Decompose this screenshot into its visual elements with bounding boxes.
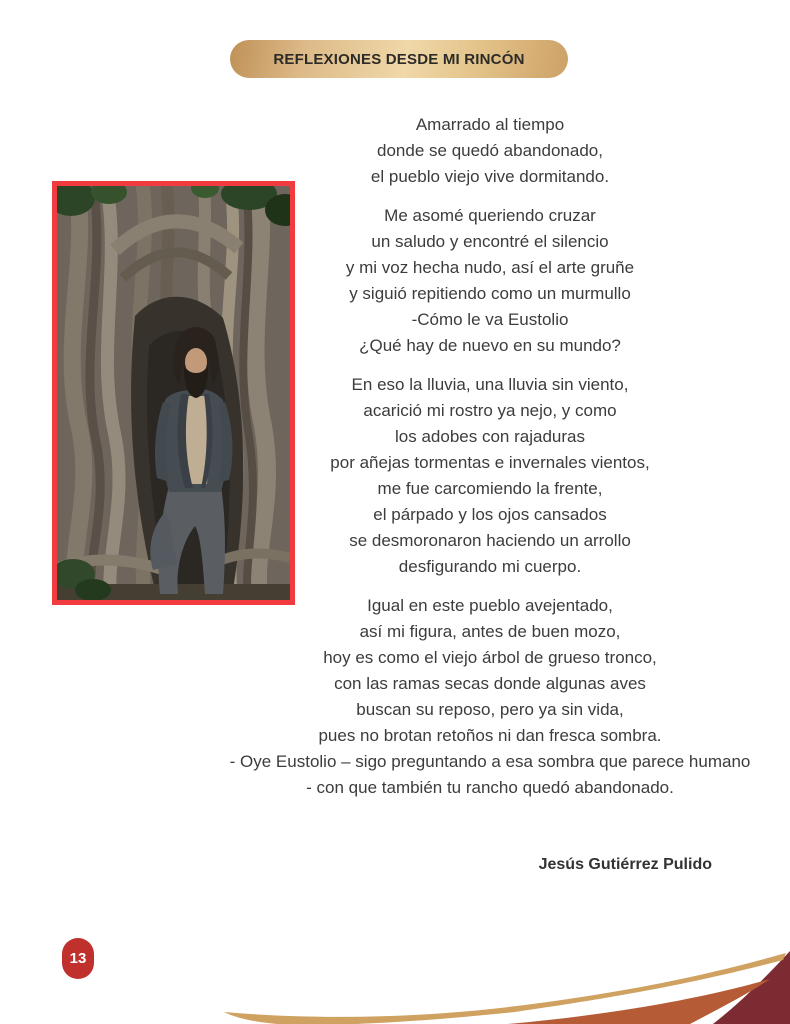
poem-line: me fue carcomiendo la frente, (377, 479, 603, 498)
poem-line: Igual en este pueblo avejentado, (367, 596, 613, 615)
footer-wave-decoration (0, 924, 790, 1024)
poem-stanza (210, 112, 770, 190)
poem-line: ¿Qué hay de nuevo en su mundo? (359, 336, 621, 355)
section-title-label: REFLEXIONES DESDE MI RINCÓN (273, 50, 525, 68)
poem-line: el párpado y los ojos cansados (373, 505, 607, 524)
section-title-badge (230, 40, 568, 78)
poem-line: buscan su reposo, pero ya sin vida, (356, 700, 624, 719)
poem (210, 112, 770, 814)
poem-stanza (210, 372, 770, 580)
poem-line: así mi figura, antes de buen mozo, (359, 622, 621, 641)
poem-line: un saludo y encontré el silencio (371, 232, 609, 251)
poem-line: y siguió repitiendo como un murmullo (349, 284, 631, 303)
poem-line: Me asomé queriendo cruzar (384, 206, 596, 225)
poem-line: y mi voz hecha nudo, así el arte gruñe (345, 258, 635, 277)
poem-stanza (210, 593, 770, 801)
poem-stanza (210, 203, 770, 359)
poem-line: desfigurando mi cuerpo. (398, 557, 582, 576)
poem-line: por añejas tormentas e invernales vientos, (330, 453, 650, 472)
poem-line: - con que también tu rancho quedó abandonado. (306, 778, 674, 797)
poem-line: En eso la lluvia, una lluvia sin viento, (351, 375, 629, 394)
poem-line: - Oye Eustolio – sigo preguntando a esa sombra que parece humano (229, 752, 751, 771)
poem-line: el pueblo viejo vive dormitando. (370, 167, 610, 186)
poem-line: Amarrado al tiempo (415, 115, 565, 134)
poem-line: acarició mi rostro ya nejo, y como (363, 401, 617, 420)
poem-line: pues no brotan retoños ni dan fresca sombra. (318, 726, 662, 745)
poem-line: con las ramas secas donde algunas aves (334, 674, 646, 693)
poem-line: donde se quedó abandonado, (377, 141, 603, 160)
poem-line: se desmoronaron haciendo un arrollo (349, 531, 631, 550)
poem-line: hoy es como el viejo árbol de grueso tronco, (323, 648, 657, 667)
poem-author: Jesús Gutiérrez Pulido (538, 856, 712, 873)
page-number: 13 (69, 950, 87, 967)
poem-line: -Cómo le va Eustolio (411, 310, 569, 329)
poem-line: los adobes con rajaduras (395, 427, 585, 446)
